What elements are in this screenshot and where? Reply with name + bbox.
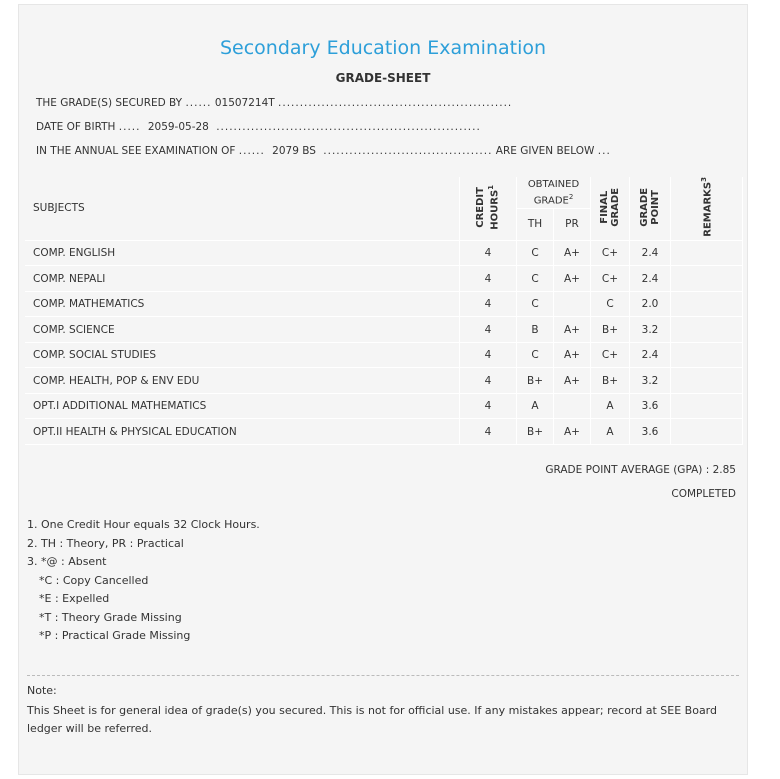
- final-grade: A: [591, 393, 630, 419]
- credit-hours: 4: [460, 342, 517, 368]
- credit-hours: 4: [460, 317, 517, 343]
- practical-grade: A+: [554, 266, 591, 292]
- credit-hours: 4: [460, 368, 517, 394]
- grade-point: 3.6: [630, 393, 671, 419]
- grade-point: 2.0: [630, 291, 671, 317]
- subject-name: OPT.I ADDITIONAL MATHEMATICS: [25, 393, 460, 419]
- final-grade: C+: [591, 266, 630, 292]
- remarks: [671, 342, 743, 368]
- credit-hours: 4: [460, 266, 517, 292]
- credit-hours: 4: [460, 240, 517, 266]
- practical-grade: A+: [554, 368, 591, 394]
- dob-value: 2059-05-28: [147, 121, 209, 133]
- remarks: [671, 368, 743, 394]
- subject-name: COMP. ENGLISH: [25, 240, 460, 266]
- final-grade-header: FINAL GRADE: [591, 177, 630, 240]
- remarks: [671, 317, 743, 343]
- note-title: Note:: [27, 684, 57, 697]
- final-grade: A: [591, 419, 630, 445]
- footnote-3: 3. *@ : Absent: [27, 555, 107, 568]
- footnote-3-copy-cancelled: *C : Copy Cancelled: [39, 573, 149, 587]
- subject-name: COMP. SCIENCE: [25, 317, 460, 343]
- secured-by-line: THE GRADE(S) SECURED BY ...... 01507214T ......................................................: [36, 97, 513, 109]
- exam-line: IN THE ANNUAL SEE EXAMINATION OF ...... 2079 BS ....................................... ARE GIVEN BELOW ...: [36, 145, 611, 157]
- subject-name: COMP. HEALTH, POP & ENV EDU: [25, 368, 460, 394]
- practical-grade: [554, 393, 591, 419]
- divider: [27, 675, 739, 676]
- gpa-summary: [545, 464, 736, 476]
- remarks: [671, 393, 743, 419]
- th-header: TH: [517, 208, 554, 240]
- remarks: [671, 419, 743, 445]
- symbol-number: 01507214T: [214, 97, 275, 109]
- dob-line: DATE OF BIRTH ..... 2059-05-28 .............................................................: [36, 121, 481, 133]
- grade-point: 3.2: [630, 368, 671, 394]
- exam-label: IN THE ANNUAL SEE EXAMINATION OF: [36, 145, 236, 157]
- table-row: [25, 240, 743, 266]
- grades-table: [25, 177, 743, 445]
- theory-grade: C: [517, 266, 554, 292]
- footnote-1: 1. One Credit Hour equals 32 Clock Hours.: [27, 518, 260, 531]
- table-row: [25, 266, 743, 292]
- obtained-grade-header: OBTAINED GRADE$^2$: [517, 177, 591, 208]
- grade-point: 3.2: [630, 317, 671, 343]
- table-row: [25, 393, 743, 419]
- remarks-header: REMARKS$^3$: [671, 177, 743, 240]
- credit-hours: 4: [460, 291, 517, 317]
- final-grade: C+: [591, 240, 630, 266]
- theory-grade: C: [517, 291, 554, 317]
- theory-grade: A: [517, 393, 554, 419]
- theory-grade: C: [517, 342, 554, 368]
- subjects-header: SUBJECTS: [25, 177, 460, 240]
- pr-header: PR: [554, 208, 591, 240]
- footnotes: [27, 516, 260, 646]
- table-row: [25, 317, 743, 343]
- practical-grade: A+: [554, 317, 591, 343]
- grade-point-header: GRADE POINT: [630, 177, 671, 240]
- theory-grade: B+: [517, 368, 554, 394]
- footnote-2: 2. TH : Theory, PR : Practical: [27, 536, 184, 550]
- credit-hours: 4: [460, 419, 517, 445]
- subject-name: COMP. NEPALI: [25, 266, 460, 292]
- table-row: [25, 419, 743, 445]
- exam-year: 2079 BS: [272, 145, 316, 157]
- grade-sheet: [18, 4, 748, 775]
- credit-hours: 4: [460, 393, 517, 419]
- footnote-3-practical-missing: *P : Practical Grade Missing: [39, 629, 191, 642]
- table-row: [25, 342, 743, 368]
- note-text: This Sheet is for general idea of grade(s) you secured. This is not for official use. If any mistakes appear; record at SEE Board ledger will be referred.: [27, 704, 717, 735]
- gpa-value: 2.85: [712, 464, 736, 476]
- completion-status: COMPLETED: [671, 488, 736, 500]
- page-title: Secondary Education Examination: [219, 37, 547, 59]
- subject-name: OPT.II HEALTH & PHYSICAL EDUCATION: [25, 419, 460, 445]
- practical-grade: A+: [554, 240, 591, 266]
- gpa-label: GRADE POINT AVERAGE (GPA) :: [545, 464, 710, 476]
- grade-point: 2.4: [630, 266, 671, 292]
- theory-grade: B: [517, 317, 554, 343]
- theory-grade: C: [517, 240, 554, 266]
- credit-hours-header: CREDIT HOURS$^1$: [460, 177, 517, 240]
- dob-label: DATE OF BIRTH: [36, 121, 116, 133]
- grade-point: 2.4: [630, 342, 671, 368]
- grade-point: 2.4: [630, 240, 671, 266]
- subject-name: COMP. MATHEMATICS: [25, 291, 460, 317]
- practical-grade: [554, 291, 591, 317]
- final-grade: B+: [591, 368, 630, 394]
- table-row: [25, 368, 743, 394]
- practical-grade: A+: [554, 419, 591, 445]
- remarks: [671, 291, 743, 317]
- remarks: [671, 266, 743, 292]
- footnote-3-expelled: *E : Expelled: [39, 592, 110, 605]
- table-row: [25, 291, 743, 317]
- secured-by-label: THE GRADE(S) SECURED BY: [36, 97, 183, 109]
- final-grade: B+: [591, 317, 630, 343]
- footnote-3-theory-missing: *T : Theory Grade Missing: [39, 610, 182, 624]
- remarks: [671, 240, 743, 266]
- page-subtitle: GRADE-SHEET: [335, 71, 431, 85]
- subject-name: COMP. SOCIAL STUDIES: [25, 342, 460, 368]
- final-grade: C: [591, 291, 630, 317]
- final-grade: C+: [591, 342, 630, 368]
- practical-grade: A+: [554, 342, 591, 368]
- theory-grade: B+: [517, 419, 554, 445]
- exam-suffix: ARE GIVEN BELOW: [495, 145, 595, 157]
- grade-point: 3.6: [630, 419, 671, 445]
